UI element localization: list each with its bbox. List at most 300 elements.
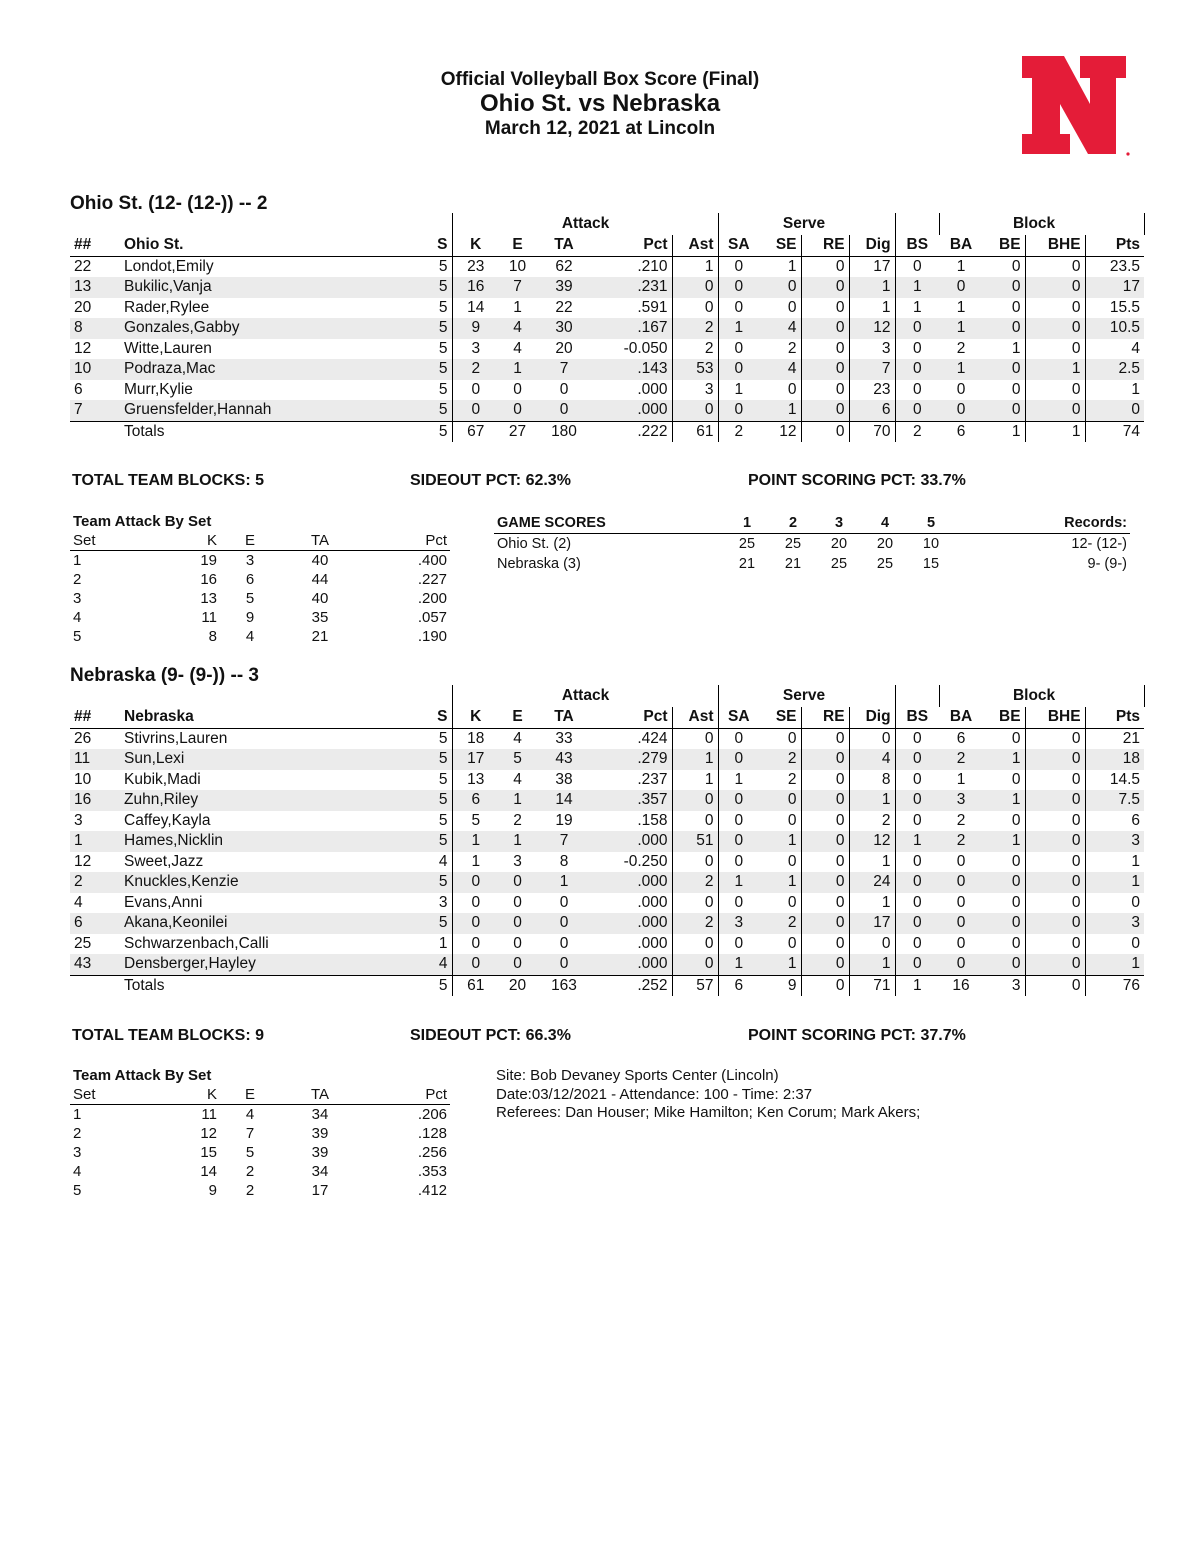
cell-be: 0: [983, 852, 1025, 873]
set-cell-e: 2: [245, 1163, 255, 1180]
cell-num: 10: [70, 359, 120, 380]
cell-be: 0: [983, 954, 1025, 975]
cell-bs: 0: [912, 339, 922, 357]
cell-be: 0: [983, 298, 1025, 319]
cell-s: 5: [422, 400, 452, 421]
set-cell-e: 7: [245, 1125, 255, 1142]
cell-ba: 1: [956, 257, 966, 275]
game-team: Ohio St. (2): [497, 536, 572, 552]
cell-num: 12: [74, 852, 92, 870]
cell-pct: -0.250: [592, 852, 672, 873]
cell-e: 0: [499, 872, 536, 893]
player-row: [70, 728, 1144, 749]
set-cell-set: 2: [73, 571, 82, 588]
cell-pts: 15.5: [1109, 298, 1141, 316]
cell-ast: 0: [672, 400, 718, 421]
cell-ba: 1: [956, 298, 966, 316]
col-be: BE: [983, 707, 1025, 728]
cell-num: [70, 421, 120, 442]
cell-ast: 3: [672, 380, 718, 401]
cell-sa: 0: [734, 893, 744, 911]
set-cell-set: 5: [73, 628, 82, 645]
cell-bs: 0: [912, 893, 922, 911]
cell-pct: -0.050: [592, 339, 672, 360]
set-row: [70, 1105, 450, 1125]
cell-ta: 38: [555, 770, 573, 788]
cell-pts: 18: [1085, 749, 1144, 770]
cell-ba: 0: [939, 954, 983, 975]
cell-se: 0: [759, 893, 801, 914]
cell-e: 5: [499, 749, 536, 770]
cell-ba: 0: [956, 893, 966, 911]
set-cell-k: 9: [208, 1182, 217, 1199]
game-score: 25: [876, 556, 894, 572]
cell-dig: 3: [849, 339, 895, 360]
cell-k: 1: [452, 831, 499, 852]
set-cell-ta: 39: [311, 1125, 329, 1142]
game-score-row: [494, 534, 1130, 555]
game-record: 12- (12-): [1071, 536, 1127, 552]
cell-name: Kubik,Madi: [124, 770, 201, 788]
cell-dig: 0: [849, 728, 895, 749]
cell-se: 4: [759, 318, 801, 339]
cell-name: Londot,Emily: [124, 257, 214, 275]
nebraska-box-score-table: [70, 685, 1145, 996]
cell-pts: 2.5: [1085, 359, 1144, 380]
set-cell-pct: .200: [417, 590, 448, 607]
col-s: S: [422, 235, 452, 256]
col-sa: SA: [718, 707, 759, 728]
cell-name: Bukilic,Vanja: [120, 277, 422, 298]
game-set-1: 1: [724, 513, 770, 534]
cell-num: 25: [74, 934, 92, 952]
cell-num: 1: [70, 831, 120, 852]
cell-dig: 24: [849, 872, 895, 893]
cell-ba: 0: [939, 913, 983, 934]
cell-se: 1: [759, 831, 801, 852]
cell-pts: 1: [1131, 380, 1141, 398]
cell-s: 5: [422, 872, 452, 893]
cell-k: 14: [467, 298, 485, 316]
cell-name: Schwarzenbach,Calli: [124, 934, 269, 952]
cell-ast: 0: [672, 728, 718, 749]
cell-s: 5: [422, 256, 452, 277]
set-cell-e: 5: [245, 590, 255, 607]
set-cell-set: 3: [73, 1144, 82, 1161]
cell-re: 0: [801, 770, 849, 791]
cell-ast: 2: [672, 913, 718, 934]
player-row: [70, 277, 1144, 298]
cell-e: 4: [513, 729, 522, 747]
cell-k: 1: [471, 852, 481, 870]
cell-pts: 1: [1131, 852, 1141, 870]
cell-ast: 1: [672, 770, 718, 791]
cell-pct: .000: [592, 400, 672, 421]
cell-sa: 3: [718, 913, 759, 934]
cell-ba: 0: [956, 934, 966, 952]
cell-sa: 0: [718, 831, 759, 852]
cell-name: Sun,Lexi: [120, 749, 422, 770]
cell-e: 1: [499, 359, 536, 380]
cell-s: 4: [422, 954, 452, 975]
cell-pct: .222: [592, 421, 672, 442]
cell-num: 2: [70, 872, 120, 893]
block-group-label: Block: [1012, 687, 1056, 704]
cell-sa: 0: [734, 934, 744, 952]
cell-ba: 0: [956, 380, 966, 398]
cell-se: 1: [759, 872, 801, 893]
cell-s: 5: [422, 318, 452, 339]
cell-ta: 30: [536, 318, 592, 339]
set-cell-e: 5: [245, 1144, 255, 1161]
cell-pts: 14.5: [1109, 770, 1141, 788]
cell-num: 26: [74, 729, 92, 747]
cell-re: 0: [801, 400, 849, 421]
cell-name: Totals: [120, 421, 422, 442]
cell-sa: 1: [734, 770, 744, 788]
cell-num: 20: [74, 298, 92, 316]
cell-pct: .237: [592, 770, 672, 791]
cell-pct: .000: [592, 913, 672, 934]
set-cell-k: 19: [200, 552, 217, 569]
cell-be: 1: [983, 421, 1025, 442]
cell-pts: 0: [1131, 893, 1141, 911]
cell-bhe: 0: [1025, 852, 1085, 873]
cell-ast: 0: [672, 277, 718, 298]
cell-k: 6: [452, 790, 499, 811]
cell-sa: 6: [718, 975, 759, 996]
set-row: [70, 1162, 450, 1181]
cell-pts: 3: [1085, 913, 1144, 934]
player-row: [70, 256, 1144, 277]
cell-re: 0: [801, 298, 849, 319]
cell-pts: 1: [1085, 954, 1144, 975]
cell-s: 1: [422, 934, 452, 955]
player-row: [70, 852, 1144, 873]
cell-re: 0: [801, 913, 849, 934]
cell-ta: 0: [559, 380, 569, 398]
nebraska-sideout-pct: SIDEOUT PCT: 66.3%: [410, 1027, 571, 1044]
set-col-set: Set: [70, 531, 130, 551]
cell-ba: 0: [939, 872, 983, 893]
date-attendance-line: Date:03/12/2021 - Attendance: 100 - Time: 2:37: [496, 1085, 813, 1103]
cell-pts: 23.5: [1109, 257, 1141, 275]
logo-letter-n: [1022, 56, 1126, 154]
cell-ba: 0: [939, 277, 983, 298]
cell-s: 5: [422, 831, 452, 852]
cell-e: 0: [513, 380, 522, 398]
cell-pts: 17: [1085, 277, 1144, 298]
cell-dig: 12: [849, 831, 895, 852]
cell-pts: 10.5: [1085, 318, 1144, 339]
set-col-e: E: [220, 1085, 280, 1105]
cell-k: 0: [471, 934, 481, 952]
game-score: 21: [738, 556, 756, 572]
cell-re: 0: [801, 811, 849, 832]
col-pts: Pts: [1085, 235, 1144, 256]
cell-bs: 0: [912, 934, 922, 952]
cell-dig: 7: [849, 359, 895, 380]
set-cell-set: 5: [73, 1182, 82, 1199]
cell-bhe: 0: [1025, 811, 1085, 832]
col-player-name: Ohio St.: [120, 235, 422, 256]
cell-name: Murr,Kylie: [124, 380, 193, 398]
cell-s: 3: [422, 893, 452, 914]
cell-name: Evans,Anni: [124, 893, 203, 911]
cell-dig: 1: [849, 277, 895, 298]
cell-bhe: 0: [1025, 893, 1085, 914]
cell-ta: 19: [555, 811, 573, 829]
cell-num: 6: [70, 913, 120, 934]
nebraska-n-logo: [1020, 54, 1130, 158]
cell-ta: 8: [559, 852, 569, 870]
player-row: [70, 380, 1144, 401]
player-row: [70, 770, 1144, 791]
cell-dig: 71: [849, 975, 895, 996]
ohio-team-title: Ohio St. (12- (12-)) -- 2: [70, 193, 268, 214]
cell-bhe: 0: [1025, 318, 1085, 339]
cell-s: 5: [422, 975, 452, 996]
cell-dig: 1: [849, 790, 895, 811]
cell-dig: 1: [849, 298, 895, 319]
cell-ta: 7: [536, 359, 592, 380]
cell-pct: .231: [592, 277, 672, 298]
totals-row: [70, 975, 1144, 996]
cell-sa: 0: [734, 729, 744, 747]
set-cell-set: 3: [73, 590, 82, 607]
cell-e: 1: [513, 298, 522, 316]
cell-pts: 0: [1131, 934, 1141, 952]
cell-num: 11: [70, 749, 120, 770]
game-score: 25: [830, 556, 848, 572]
cell-be: 1: [983, 831, 1025, 852]
cell-dig: 1: [849, 852, 895, 873]
ohio-point-scoring-pct: POINT SCORING PCT: 33.7%: [748, 472, 966, 489]
cell-e: 0: [513, 934, 522, 952]
cell-name: Gruensfelder,Hannah: [120, 400, 422, 421]
set-cell-pct: .227: [417, 571, 448, 588]
report-title: Official Volleyball Box Score (Final): [440, 69, 760, 90]
cell-k: 5: [471, 811, 481, 829]
cell-pct: .000: [592, 954, 672, 975]
cell-pct: .357: [592, 790, 672, 811]
set-cell-ta: 34: [311, 1163, 329, 1180]
cell-s: 5: [422, 359, 452, 380]
game-score: 20: [830, 536, 848, 552]
cell-k: 0: [452, 400, 499, 421]
cell-s: 5: [422, 298, 452, 319]
cell-pct: .000: [592, 831, 672, 852]
cell-k: 0: [452, 913, 499, 934]
cell-se: 0: [759, 728, 801, 749]
cell-e: 1: [499, 831, 536, 852]
records-label: Records:: [954, 513, 1130, 534]
cell-ta: 0: [536, 400, 592, 421]
cell-num: 3: [74, 811, 83, 829]
cell-ast: 0: [672, 954, 718, 975]
cell-bs: 0: [912, 729, 922, 747]
col-ast: Ast: [672, 707, 718, 728]
col-se: SE: [759, 235, 801, 256]
cell-k: 67: [452, 421, 499, 442]
cell-sa: 0: [718, 400, 759, 421]
cell-se: 2: [759, 749, 801, 770]
cell-s: 5: [422, 790, 452, 811]
col-bhe: BHE: [1025, 707, 1085, 728]
cell-re: 0: [801, 852, 849, 873]
cell-ta: 62: [555, 257, 573, 275]
cell-sa: 0: [718, 790, 759, 811]
game-score: 21: [784, 556, 802, 572]
game-score: 10: [922, 536, 940, 552]
cell-sa: 0: [734, 811, 744, 829]
set-row: [70, 551, 450, 571]
set-cell-ta: 17: [311, 1182, 329, 1199]
cell-bs: 0: [895, 318, 939, 339]
col-se: SE: [759, 707, 801, 728]
set-row: [70, 589, 450, 608]
set-table-caption: Team Attack By Set: [73, 1067, 212, 1084]
cell-ast: 61: [672, 421, 718, 442]
cell-bs: 0: [895, 359, 939, 380]
cell-bs: 0: [895, 913, 939, 934]
cell-be: 1: [983, 749, 1025, 770]
col-e: E: [499, 707, 536, 728]
cell-be: 0: [983, 893, 1025, 914]
cell-dig: 1: [849, 954, 895, 975]
cell-re: 0: [801, 872, 849, 893]
col-bhe: BHE: [1025, 235, 1085, 256]
cell-bs: 0: [895, 954, 939, 975]
player-row: [70, 339, 1144, 360]
set-col-ta: TA: [280, 1085, 360, 1105]
cell-sa: 1: [718, 318, 759, 339]
ohio-box-score-table: [70, 213, 1145, 442]
cell-e: 3: [513, 852, 522, 870]
set-col-ta: TA: [280, 531, 360, 551]
cell-sa: 0: [734, 257, 744, 275]
set-cell-set: 1: [73, 1106, 82, 1123]
cell-ta: 0: [559, 934, 569, 952]
cell-ast: 0: [672, 298, 718, 319]
cell-s: 5: [422, 339, 452, 360]
cell-name: Podraza,Mac: [120, 359, 422, 380]
set-cell-ta: 35: [311, 609, 329, 626]
cell-name: Stivrins,Lauren: [124, 729, 228, 747]
block-group-label: Block: [1012, 215, 1056, 232]
cell-num: 13: [70, 277, 120, 298]
set-row: [70, 608, 450, 627]
cell-name: Witte,Lauren: [124, 339, 212, 357]
cell-bhe: 0: [1025, 380, 1085, 401]
cell-be: 0: [983, 318, 1025, 339]
set-cell-ta: 44: [311, 571, 329, 588]
cell-re: 0: [801, 831, 849, 852]
col-ba: BA: [939, 235, 983, 256]
cell-ast: 0: [672, 811, 718, 832]
ohio-total-team-blocks: TOTAL TEAM BLOCKS: 5: [72, 472, 264, 489]
cell-k: 0: [471, 380, 481, 398]
cell-dig: 17: [849, 913, 895, 934]
cell-ast: 53: [672, 359, 718, 380]
col-sa: SA: [718, 235, 759, 256]
col-player-name: Nebraska: [120, 707, 422, 728]
set-cell-set: 1: [73, 552, 82, 569]
cell-be: 0: [983, 872, 1025, 893]
cell-pct: .167: [592, 318, 672, 339]
cell-k: 0: [452, 872, 499, 893]
game-set-3: 3: [816, 513, 862, 534]
cell-k: 9: [452, 318, 499, 339]
serve-group-label: Serve: [782, 687, 826, 704]
cell-e: 4: [499, 318, 536, 339]
cell-be: 0: [983, 934, 1025, 955]
cell-ast: 0: [672, 934, 718, 955]
set-cell-e: 4: [245, 628, 255, 645]
set-cell-k: 11: [201, 609, 217, 626]
cell-name: Knuckles,Kenzie: [120, 872, 422, 893]
col-pts: Pts: [1085, 707, 1144, 728]
set-col-e: E: [220, 531, 280, 551]
cell-re: 0: [801, 421, 849, 442]
set-cell-k: 14: [200, 1163, 217, 1180]
set-cell-ta: 40: [311, 552, 329, 569]
cell-re: 0: [801, 339, 849, 360]
set-cell-ta: 21: [311, 628, 329, 645]
set-cell-ta: 34: [311, 1106, 329, 1123]
nebraska-team-title: Nebraska (9- (9-)) -- 3: [70, 665, 259, 686]
cell-ast: 2: [672, 318, 718, 339]
cell-e: 0: [499, 954, 536, 975]
cell-dig: 1: [849, 893, 895, 914]
cell-pts: 4: [1131, 339, 1141, 357]
set-cell-ta: 39: [311, 1144, 329, 1161]
cell-ba: 1: [939, 318, 983, 339]
cell-be: 0: [983, 913, 1025, 934]
cell-ast: 1: [672, 256, 718, 277]
col-ast: Ast: [672, 235, 718, 256]
col-ta: TA: [536, 235, 592, 256]
game-score: 20: [876, 536, 894, 552]
cell-be: 0: [983, 728, 1025, 749]
cell-bs: 1: [895, 277, 939, 298]
cell-be: 0: [983, 277, 1025, 298]
set-col-pct: Pct: [360, 1085, 450, 1105]
cell-ta: 20: [555, 339, 573, 357]
set-cell-pct: .256: [417, 1144, 448, 1161]
game-score: 25: [784, 536, 802, 552]
cell-be: 0: [983, 811, 1025, 832]
player-row: [70, 913, 1144, 934]
cell-se: 9: [759, 975, 801, 996]
cell-se: 1: [759, 256, 801, 277]
col-s: S: [422, 707, 452, 728]
cell-pts: 0: [1085, 400, 1144, 421]
nebraska-total-team-blocks: TOTAL TEAM BLOCKS: 9: [72, 1027, 264, 1044]
cell-ta: 43: [536, 749, 592, 770]
cell-k: 0: [471, 893, 481, 911]
set-col-pct: Pct: [360, 531, 450, 551]
player-row: [70, 400, 1144, 421]
cell-se: 2: [759, 339, 801, 360]
cell-re: 0: [801, 359, 849, 380]
cell-re: 0: [801, 975, 849, 996]
attack-group-label: Attack: [561, 687, 610, 704]
cell-bs: 0: [895, 790, 939, 811]
cell-e: 0: [499, 400, 536, 421]
cell-dig: 12: [849, 318, 895, 339]
cell-num: 22: [74, 257, 92, 275]
